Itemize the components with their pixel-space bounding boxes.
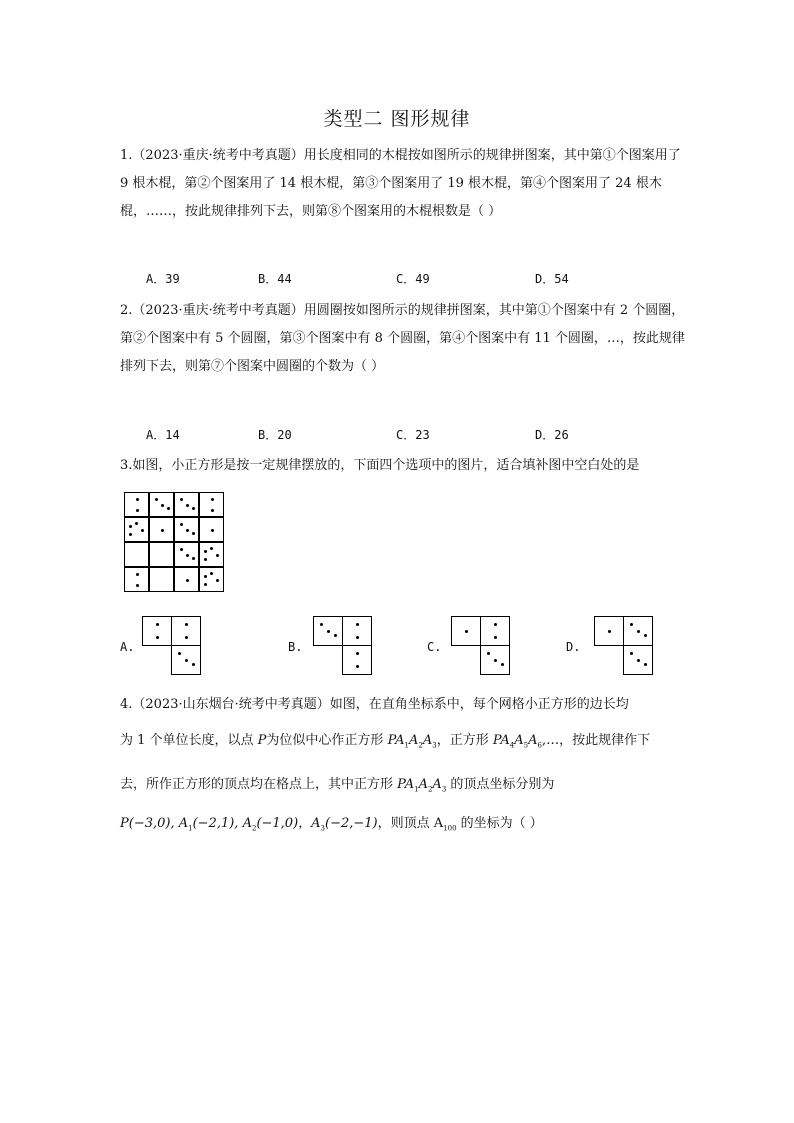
- dot: [186, 529, 189, 532]
- dot: [156, 623, 159, 626]
- dice-cell: [342, 645, 372, 675]
- dot: [180, 548, 183, 551]
- dice-cell: [149, 567, 174, 592]
- q3-option-c-figure: [451, 616, 511, 676]
- dot: [192, 532, 195, 535]
- dot: [210, 572, 213, 575]
- dot: [211, 529, 214, 532]
- dot: [501, 663, 504, 666]
- dot: [356, 623, 359, 626]
- question-4-line-1: 4.（2023·山东烟台·统考中考真题）如图，在直角坐标系中，每个网格小正方形的边长均: [120, 697, 629, 712]
- q3-option-d-label: D.: [566, 640, 581, 654]
- question-1-text: 1.（2023·重庆·统考中考真题）用长度相同的木棍按如图所示的规律拼图案，其中第①个图案用了 9 根木棍，第②个图案用了 14 根木棍，第③个图案用了 19 根木棍，第④个图案用了 24 根木棍，……，按此规律排列下去，则第⑧个图案用的木棍根数是（ ）: [120, 148, 681, 219]
- dice-cell: [174, 492, 199, 517]
- dice-cell: [480, 616, 510, 646]
- q2-option-d: D．26: [535, 428, 569, 442]
- pattern-grid-figure: [124, 492, 224, 592]
- dot: [204, 550, 207, 553]
- q3-option-b-label: B.: [288, 640, 303, 654]
- dot: [185, 659, 188, 662]
- q1-option-a: A．39: [146, 272, 180, 286]
- dot: [465, 630, 468, 633]
- q3-option-d-figure: [594, 616, 654, 676]
- dot: [178, 652, 181, 655]
- dot: [608, 630, 611, 633]
- q2-option-b: B．20: [258, 428, 292, 442]
- dice-cell: [124, 517, 149, 542]
- dice-cell: [174, 542, 199, 567]
- dot: [129, 533, 132, 536]
- dice-cell: [480, 645, 510, 675]
- q3-option-a-label: A.: [120, 640, 135, 654]
- dot: [136, 584, 139, 587]
- dice-cell: [149, 517, 174, 542]
- dice-cell: [142, 616, 172, 646]
- q3-option-a-figure: [142, 616, 202, 676]
- dice-cell: [149, 542, 174, 567]
- dice-cell: [342, 616, 372, 646]
- dice-cell: [124, 542, 149, 567]
- dot: [186, 554, 189, 557]
- dot: [180, 498, 183, 501]
- question-4-line-4: P(−3,0), $A_1(-2,1)$, $A_2(-1,0)$，$A_3(-2,-1)$，则顶点 $A_{100}$ 的坐标为（ ）: [120, 816, 543, 833]
- question-1-options: [146, 270, 706, 290]
- dot: [630, 623, 633, 626]
- dot: [185, 623, 188, 626]
- dice-cell: [623, 616, 653, 646]
- dice-cell: [594, 616, 624, 646]
- dot: [129, 525, 132, 528]
- dice-cell: [199, 542, 224, 567]
- dot: [155, 498, 158, 501]
- dot: [637, 659, 640, 662]
- dot: [630, 652, 633, 655]
- q2-option-a: A．14: [146, 428, 180, 442]
- dot: [185, 636, 188, 639]
- dot: [334, 634, 337, 637]
- dot: [204, 583, 207, 586]
- dice-cell: [149, 492, 174, 517]
- dot: [211, 509, 214, 512]
- dot: [192, 507, 195, 510]
- dice-cell: [124, 567, 149, 592]
- dot: [167, 507, 170, 510]
- question-4-line-3: 去，所作正方形的顶点均在格点上，其中正方形 $PA_1A_2A_3$ 的顶点坐标分别为: [120, 777, 555, 794]
- dice-cell: [171, 645, 201, 675]
- dot: [161, 529, 164, 532]
- dot: [356, 636, 359, 639]
- page-title: 类型二 图形规律: [323, 108, 471, 130]
- q1-option-c: C．49: [396, 272, 430, 286]
- dot: [637, 630, 640, 633]
- dot: [186, 579, 189, 582]
- dot: [204, 558, 207, 561]
- dot: [494, 636, 497, 639]
- dot: [141, 529, 144, 532]
- dot: [494, 623, 497, 626]
- dot: [487, 652, 490, 655]
- question-4-line-2: 为 1 个单位长度，以点 P为位似中心作正方形 $PA_1A_2A_3$，正方形 $PA_4A_5A_6,\dots$，按此规律作下: [120, 733, 651, 750]
- q3-option-c-label: C.: [427, 640, 442, 654]
- dot: [216, 554, 219, 557]
- dice-cell: [313, 616, 343, 646]
- dot: [211, 498, 214, 501]
- question-2-options: [146, 426, 706, 446]
- dot: [192, 663, 195, 666]
- q2-option-c: C．23: [396, 428, 430, 442]
- dot: [180, 523, 183, 526]
- question-2-text: 2.（2023·重庆·统考中考真题）用圆圈按如图所示的规律拼图案，其中第①个图案中有 2 个圆圈，第②个图案中有 5 个圆圈，第③个图案中有 8 个圆圈，第④个图案中有 11 个圆圈，…，按此规律排列下去，则第⑦个图案中圆圈的个数为（ ）: [120, 303, 685, 374]
- dot: [356, 665, 359, 668]
- dot: [644, 663, 647, 666]
- dot: [156, 636, 159, 639]
- dot: [216, 579, 219, 582]
- q1-option-d: D．54: [535, 272, 569, 286]
- dot: [356, 652, 359, 655]
- dot: [494, 659, 497, 662]
- dot: [136, 509, 139, 512]
- dice-cell: [199, 492, 224, 517]
- dice-cell: [623, 645, 653, 675]
- dice-cell: [171, 616, 201, 646]
- dice-cell: [199, 517, 224, 542]
- dot: [320, 623, 323, 626]
- dot: [327, 630, 330, 633]
- dot: [644, 634, 647, 637]
- dot: [204, 575, 207, 578]
- dice-cell: [174, 567, 199, 592]
- dot: [210, 547, 213, 550]
- dot: [136, 573, 139, 576]
- dot: [192, 557, 195, 560]
- q3-option-b-figure: [313, 616, 373, 676]
- dot: [135, 522, 138, 525]
- dot: [136, 498, 139, 501]
- q1-option-b: B．44: [258, 272, 292, 286]
- dot: [161, 504, 164, 507]
- dice-cell: [124, 492, 149, 517]
- dot: [186, 504, 189, 507]
- dice-cell: [174, 517, 199, 542]
- dice-cell: [451, 616, 481, 646]
- dice-cell: [199, 567, 224, 592]
- question-3-text: 3.如图，小正方形是按一定规律摆放的，下面四个选项中的图片，适合填补图中空白处的是: [120, 458, 640, 473]
